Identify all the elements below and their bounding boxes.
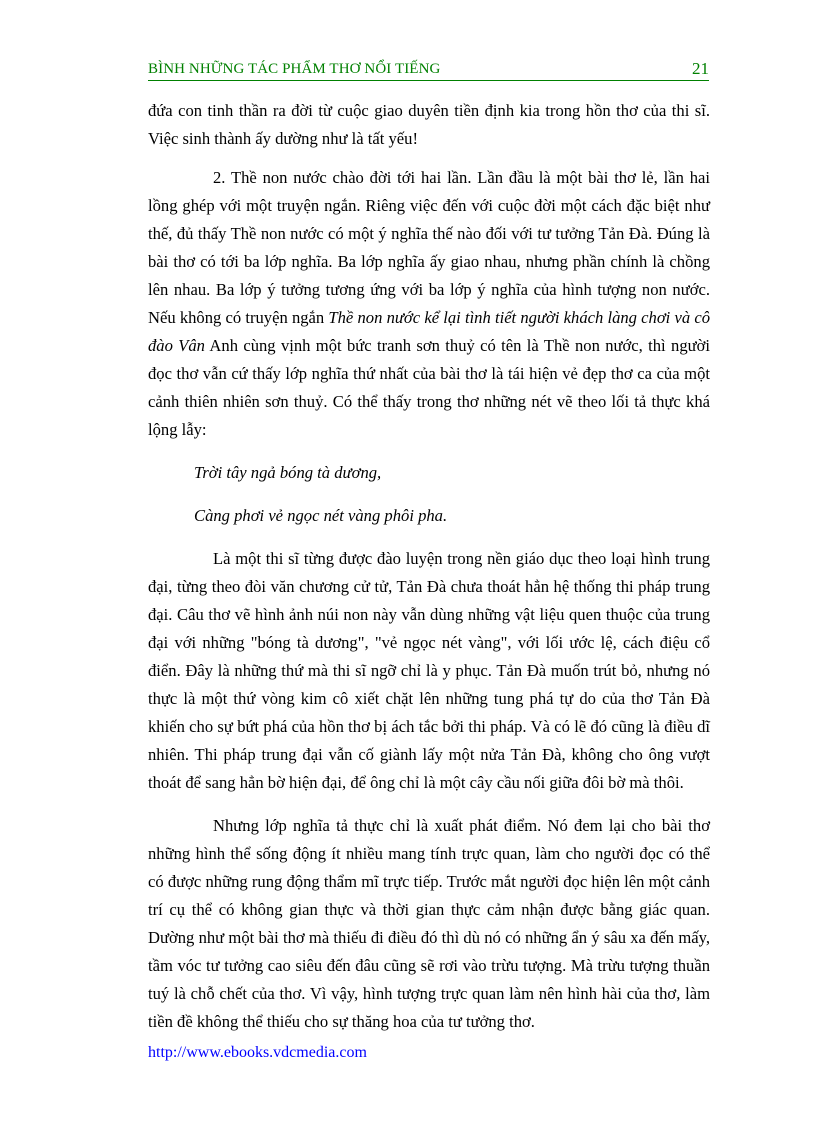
page-number: 21 <box>692 59 709 78</box>
book-title: BÌNH NHỮNG TÁC PHẨM THƠ NỔI TIẾNG <box>148 61 441 77</box>
verse-line-1: Trời tây ngả bóng tà dương, <box>194 463 382 482</box>
story-title: Thề non nước kể lại tình tiết người khách làng chơi và cô đào Vân <box>148 308 710 355</box>
paragraph-1: đứa con tinh thần ra đời từ cuộc giao duyên tiền định kia trong hồn thơ của thi sĩ. Việc sinh thành ấy dường như là tất yếu! <box>148 101 710 148</box>
paragraph-3: Là một thi sĩ từng được đào luyện trong nền giáo dục theo loại hình trung đại, từng theo đòi văn chương cử tử, Tản Đà chưa thoát hẳn hệ thống thi pháp trung đại. Câu thơ vẽ hình ảnh núi non này vẫn dùng những vật liệu quen thuộc của trung đại với những "bóng tà dương", "vẻ ngọc nét vàng", với lối ước lệ, cách điệu cổ điển. Đây là những thứ mà thi sĩ ngỡ chỉ là y phục. Tản Đà muốn trút bỏ, nhưng nó thực là một thứ vòng kim cô xiết chặt lên những tung phá tự do của thơ Tản Đà khiến cho sự bứt phá của hồn thơ bị ách tắc bởi thi pháp. Và có lẽ đó cũng là điều dĩ nhiên. Thi pháp trung đại vẫn cố giành lấy một nửa Tản Đà, không cho ông vượt thoát để sang hẳn bờ hiện đại, để ông chỉ là một cây cầu nối giữa đôi bờ mà thôi. <box>148 549 710 792</box>
page-body <box>148 97 710 1036</box>
paragraph-2-text-a: 2. Thề non nước chào đời tới hai lần. Lần đầu là một bài thơ lẻ, lần hai lồng ghép với một truyện ngắn. Riêng việc đến với cuộc đời một cách đặc biệt như thế, đủ thấy Thề non nước có một ý nghĩa thế nào đối với tư tưởng Tản Đà. Đúng là bài thơ có tới ba lớp nghĩa. Ba lớp nghĩa ấy giao nhau, nhưng phần chính là chồng lên nhau. Ba lớp ý tưởng tương ứng với ba lớp ý nghĩa của hình tượng non nước. Nếu không có truyện ngắn <box>148 168 710 327</box>
website-link[interactable]: http://www.ebooks.vdcmedia.com <box>148 1044 367 1061</box>
paragraph-2 <box>148 164 710 444</box>
paragraph-4: Nhưng lớp nghĩa tả thực chỉ là xuất phát điểm. Nó đem lại cho bài thơ những hình thể sống động ít nhiều mang tính trực quan, làm cho người đọc có thể có được những rung động thẩm mĩ trực tiếp. Trước mắt người đọc hiện lên một cảnh trí cụ thể có không gian thực và thời gian thực cảm nhận được bằng giác quan. Dường như một bài thơ mà thiếu đi điều đó thì dù nó có những ẩn ý sâu xa đến mấy, tầm vóc tư tưởng cao siêu đến đâu cũng sẽ rơi vào trừu tượng. Mà trừu tượng thuần tuý là chỗ chết của thơ. Vì vậy, hình tượng trực quan làm nên hình hài của thơ, làm tiền đề không thể thiếu cho sự thăng hoa của tư tưởng thơ. <box>148 816 710 1031</box>
paragraph-2-text-b: Anh cùng vịnh một bức tranh sơn thuỷ có tên là Thề non nước, thì người đọc thơ vẫn cứ thấy lớp nghĩa thứ nhất của bài thơ là tái hiện vẻ đẹp thơ ca của một cảnh thiên nhiên sơn thuỷ. Có thể thấy trong thơ những nét vẽ theo lối tả thực khá lộng lẫy: <box>148 336 710 439</box>
page-header <box>148 58 709 81</box>
verse-line-2: Càng phơi vẻ ngọc nét vàng phôi pha. <box>194 506 448 525</box>
